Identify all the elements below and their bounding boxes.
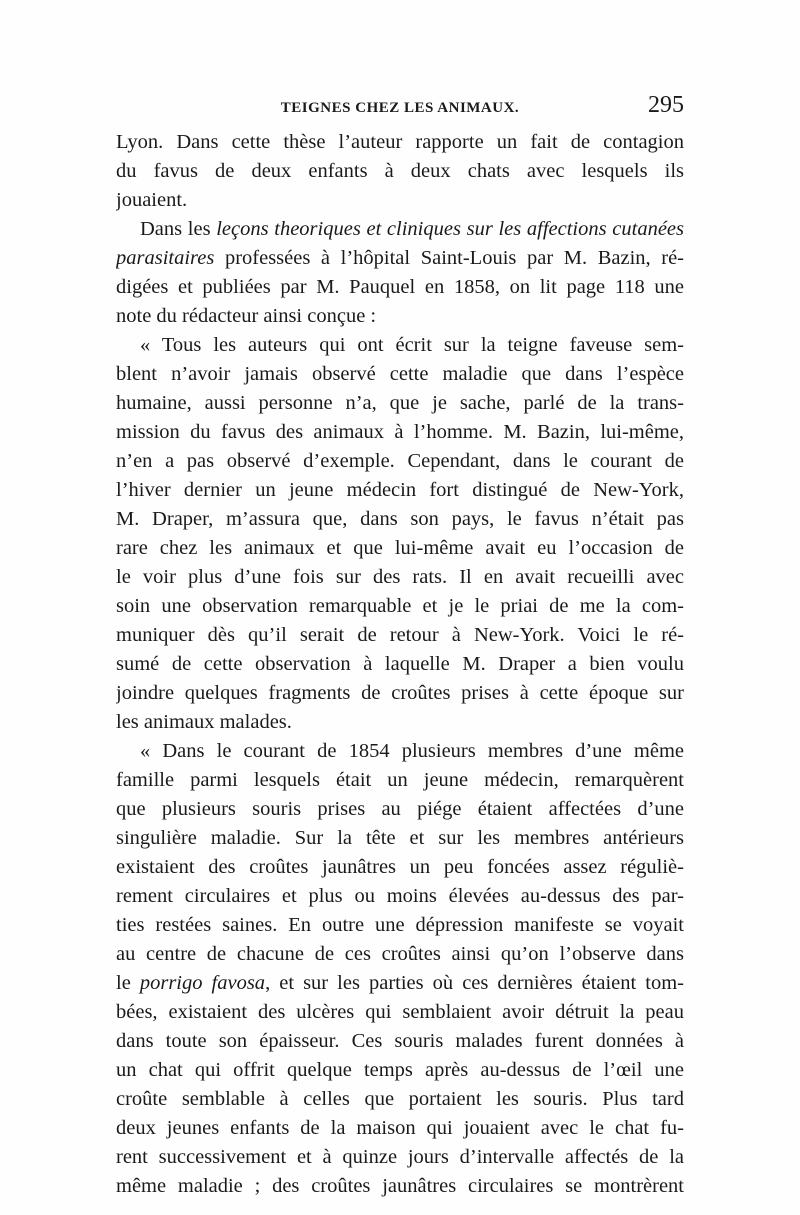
italic-title: leçons theoriques et cliniques sur les affections cutanées (216, 218, 684, 240)
text-line: le voir plus d’une fois sur des rats. Il en avait recueilli avec (116, 566, 684, 588)
text-line: note du rédacteur ainsi conçue : (116, 305, 377, 327)
text-run: , et sur les parties où ces dernières étaient tom- (265, 972, 684, 994)
text-line: rement circulaires et plus ou moins élevées au-dessus des par- (116, 885, 684, 907)
italic-term: porrigo favosa (139, 972, 266, 994)
text-line: croûte semblable à celles que portaient les souris. Plus tard (116, 1088, 684, 1110)
text-run: Dans les (140, 218, 217, 240)
italic-title: parasitaires (116, 247, 215, 269)
text-line: du favus de deux enfants à deux chats avec lesquels ils (116, 160, 684, 182)
text-line (116, 969, 684, 998)
text-line: digées et publiées par M. Pauquel en 1858, on lit page 118 une (116, 276, 684, 298)
text-line: singulière maladie. Sur la tête et sur les membres antérieurs (116, 827, 684, 849)
text-line: rent successivement et à quinze jours d’intervalle affectés de la (116, 1146, 684, 1168)
text-line: blent n’avoir jamais observé cette maladie que dans l’espèce (116, 363, 684, 385)
text-line: les animaux malades. (116, 711, 292, 733)
text-run: le (116, 972, 140, 994)
running-head (116, 92, 684, 122)
text-line: soin une observation remarquable et je le priai de me la com- (116, 595, 684, 617)
text-line: mission du favus des animaux à l’homme. M. Bazin, lui-même, (116, 421, 684, 443)
text-line: Lyon. Dans cette thèse l’auteur rapporte un fait de contagion (116, 131, 684, 153)
text-run: professées à l’hôpital Saint-Louis par M. Bazin, ré- (214, 247, 684, 269)
text-line: existaient des croûtes jaunâtres un peu foncées assez réguliè- (116, 856, 684, 878)
text-line: muniquer dès qu’il serait de retour à New-York. Voici le ré- (116, 624, 684, 646)
text-line: même maladie ; des croûtes jaunâtres circulaires se montrèrent (116, 1175, 684, 1197)
text-line (116, 215, 684, 244)
text-line: famille parmi lesquels était un jeune médecin, remarquèrent (116, 769, 684, 791)
text-line: joindre quelques fragments de croûtes prises à cette époque sur (116, 682, 684, 704)
text-line: un chat qui offrit quelque temps après au-dessus de l’œil une (116, 1059, 684, 1081)
text-line: que plusieurs souris prises au piége étaient affectées d’une (116, 798, 684, 820)
text-line: au centre de chacune de ces croûtes ainsi qu’on l’observe dans (116, 943, 684, 965)
text-line: rare chez les animaux et que lui-même avait eu l’occasion de (116, 537, 684, 559)
body-text (116, 128, 684, 1201)
text-line: sumé de cette observation à laquelle M. Draper a bien voulu (116, 653, 684, 675)
text-line: ties restées saines. En outre une dépression manifeste se voyait (116, 914, 684, 936)
text-line: M. Draper, m’assura que, dans son pays, le favus n’était pas (116, 508, 684, 530)
text-line: deux jeunes enfants de la maison qui jouaient avec le chat fu- (116, 1117, 684, 1139)
text-line: n’en a pas observé d’exemple. Cependant, dans le courant de (116, 450, 684, 472)
text-line: jouaient. (116, 189, 188, 211)
page-number: 295 (648, 92, 684, 118)
text-line: « Dans le courant de 1854 plusieurs membres d’une même (140, 740, 684, 762)
text-line (116, 244, 684, 273)
text-line: dans toute son épaisseur. Ces souris malades furent données à (116, 1030, 684, 1052)
running-title: TEIGNES CHEZ LES ANIMAUX. (280, 100, 520, 116)
text-line: « Tous les auteurs qui ont écrit sur la teigne faveuse sem- (140, 334, 684, 356)
text-line: humaine, aussi personne n’a, que je sache, parlé de la trans- (116, 392, 684, 414)
text-line: bées, existaient des ulcères qui semblaient avoir détruit la peau (116, 1001, 684, 1023)
text-line: l’hiver dernier un jeune médecin fort distingué de New-York, (116, 479, 684, 501)
